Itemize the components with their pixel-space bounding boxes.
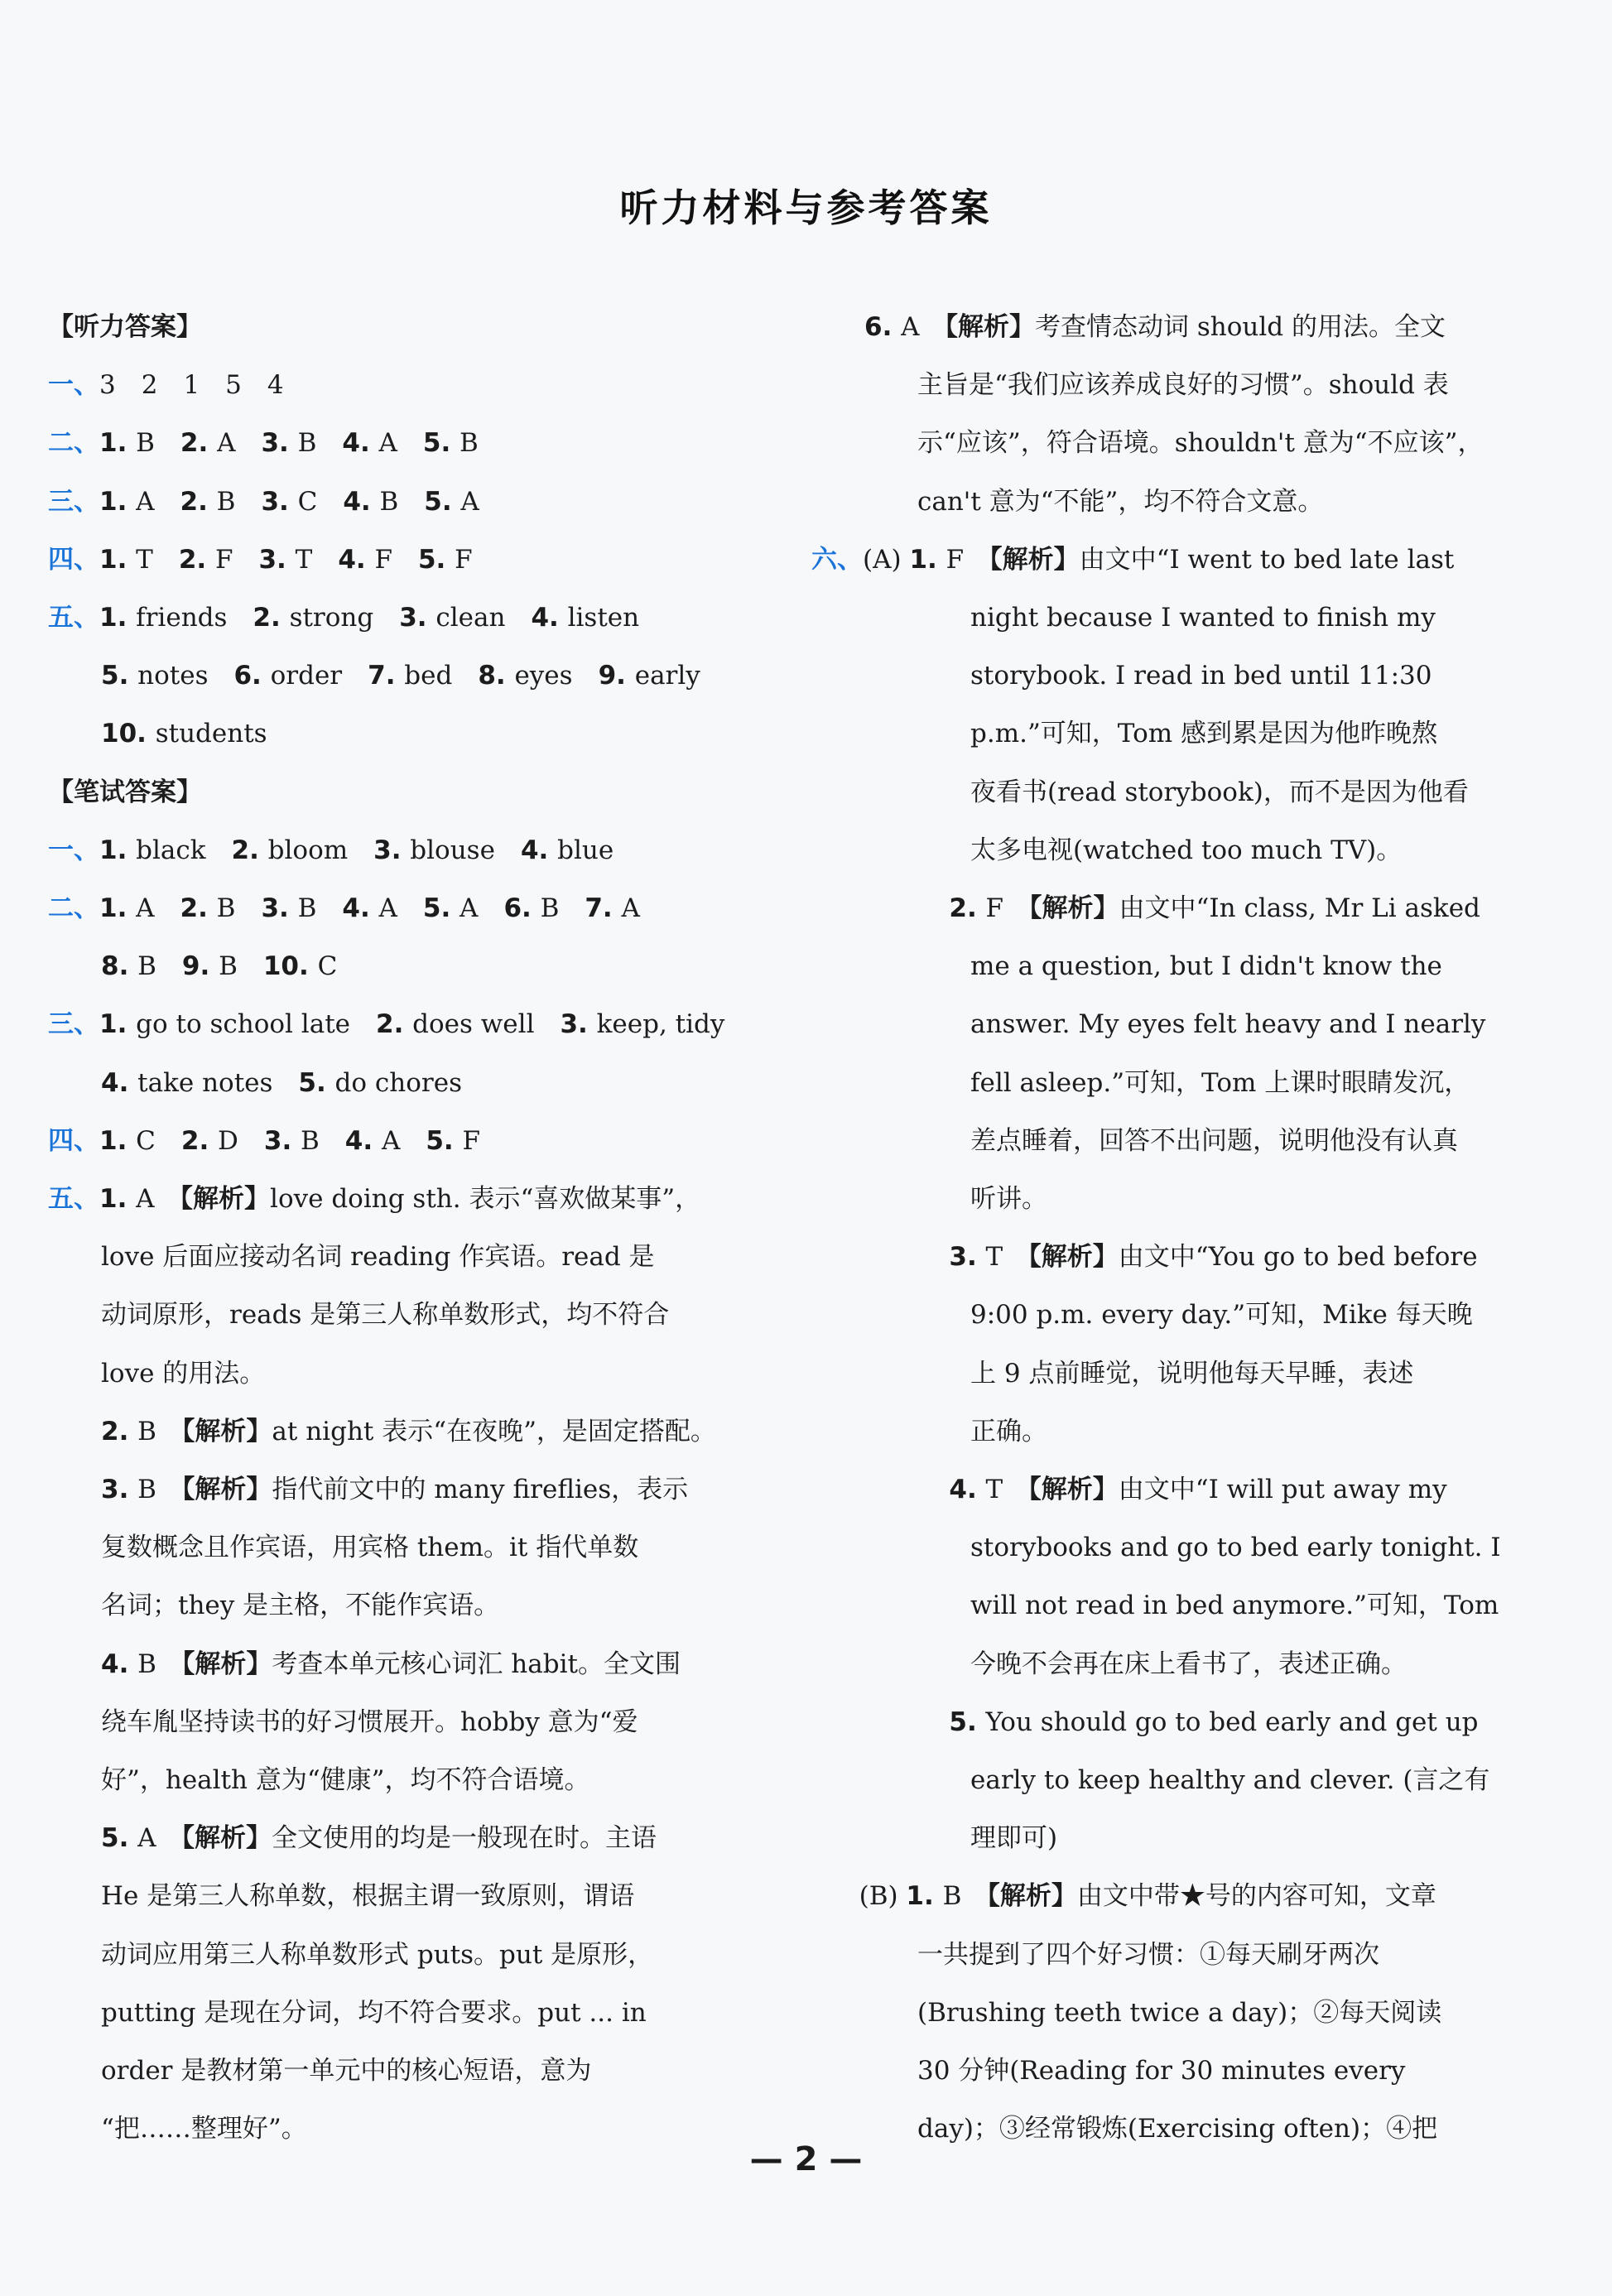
answer-text: F	[462, 1125, 480, 1156]
answer-text: B	[942, 1881, 988, 1912]
answer-text: 2.	[180, 893, 217, 923]
answer-line	[917, 473, 1323, 531]
answer-text: 2.	[231, 835, 268, 865]
answer-text: 9.	[181, 951, 219, 982]
answer-line	[970, 1403, 1047, 1461]
answer-text: B	[137, 1416, 182, 1446]
answer-line	[949, 1693, 1478, 1751]
answer-text: 4.	[101, 1067, 138, 1098]
answer-text: love 后面应接动名词 reading 作宾语。read 是	[101, 1242, 655, 1273]
answer-text: early	[634, 661, 700, 691]
answer-text: You should go to bed early and get up	[985, 1706, 1479, 1737]
answer-text: bloom	[267, 835, 374, 865]
answer-line	[949, 1461, 1446, 1519]
answer-line	[48, 356, 284, 414]
answer-text: 1.	[99, 835, 137, 865]
answer-text: 4.	[342, 428, 379, 459]
answer-text: (A)	[863, 544, 910, 575]
answer-text: 名词；they 是主格，不能作宾语。	[101, 1591, 500, 1621]
answer-line	[48, 879, 640, 937]
answer-text: keep, tidy	[596, 1009, 725, 1040]
answer-text: 4.	[101, 1649, 138, 1679]
answer-text: 1.	[906, 1881, 943, 1912]
answer-text: 3.	[258, 544, 296, 575]
answer-text: B	[460, 428, 479, 459]
answer-text: 由文中“I will put away my	[1118, 1475, 1447, 1504]
answer-text: strong	[289, 603, 400, 633]
section-number: 五、	[48, 1184, 99, 1214]
answer-text: will not read in bed anymore.”可知，Tom	[970, 1591, 1499, 1621]
answer-text: 好”，health 意为“健康”，均不符合语境。	[101, 1765, 590, 1795]
answer-line	[48, 1170, 700, 1228]
answer-line	[864, 298, 1446, 356]
answer-text: 主旨是“我们应该养成良好的习惯”。should 表	[917, 370, 1449, 401]
answer-line	[970, 1576, 1499, 1634]
answer-text: 一共提到了四个好习惯：①每天刷牙两次	[917, 1939, 1379, 1970]
answer-text: friends	[136, 603, 253, 633]
answer-text: 【解析】	[181, 1416, 272, 1446]
answer-line	[101, 1403, 716, 1461]
answer-text: answer. My eyes felt heavy and I nearly	[970, 1009, 1486, 1040]
answer-text: 复数概念且作宾语，用宾格 them。it 指代单数	[101, 1533, 639, 1563]
section-number: 三、	[48, 486, 99, 517]
answer-text: listen	[567, 603, 640, 633]
answer-text: night because I wanted to finish my	[970, 603, 1436, 633]
answer-text: 9.	[598, 661, 635, 691]
answer-line	[917, 1984, 1441, 2042]
answer-text: 【解析】	[181, 1649, 272, 1679]
answer-text: 4.	[520, 835, 558, 865]
answer-text: 由文中“You go to bed before	[1118, 1242, 1478, 1273]
answer-text: 2.	[949, 893, 986, 923]
answer-line	[917, 2042, 1405, 2100]
answer-text: 6.	[233, 661, 271, 691]
answer-text: 5.	[298, 1067, 335, 1098]
answer-text: clean	[435, 603, 532, 633]
answer-text: day)；③经常锻炼(Exercising often)；④把	[917, 2114, 1438, 2144]
answer-text: A	[621, 893, 640, 923]
answer-line	[970, 1170, 1047, 1228]
answer-line	[811, 531, 1454, 589]
answer-text: 由文中“I went to bed late last	[1079, 544, 1455, 575]
answer-line	[970, 1345, 1413, 1403]
answer-line	[101, 1519, 638, 1576]
answer-text: B	[137, 1649, 182, 1679]
answer-line	[917, 356, 1449, 414]
section-heading: 【笔试答案】	[48, 777, 202, 807]
answer-text: 上 9 点前睡觉，说明他每天早睡，表述	[970, 1358, 1414, 1389]
answer-line	[101, 937, 337, 995]
answer-line	[48, 414, 479, 472]
answer-line	[970, 763, 1469, 821]
answer-text: can't 意为“不能”，均不符合文意。	[917, 486, 1324, 517]
answer-text: A	[217, 428, 262, 459]
answer-line	[48, 473, 479, 531]
section-number: 四、	[48, 1125, 99, 1156]
answer-text: 4.	[949, 1475, 986, 1504]
answer-text: 8.	[478, 661, 515, 691]
answer-text: 考查本单元核心词汇 habit。全文围	[272, 1649, 681, 1679]
answer-text: 【解析】	[1028, 1242, 1119, 1273]
answer-text: does well	[412, 1009, 561, 1040]
answer-line	[101, 2042, 591, 2100]
answer-text: 6.	[864, 312, 902, 342]
answer-text: 【解析】	[181, 1823, 272, 1854]
answer-line	[48, 589, 639, 647]
answer-text: B	[219, 951, 263, 982]
answer-text: F	[374, 544, 418, 575]
answer-line	[949, 879, 1480, 937]
answer-line	[101, 705, 267, 763]
answer-text: 由文中带★号的内容可知，文章	[1076, 1881, 1436, 1912]
answer-text: 今晚不会再在床上看书了，表述正确。	[970, 1649, 1407, 1679]
answer-text: F	[455, 544, 473, 575]
answer-text: 3.	[949, 1242, 986, 1273]
answer-text: A	[460, 893, 504, 923]
answer-text: storybook. I read in bed until 11:30	[970, 661, 1432, 691]
answer-text: 9:00 p.m. every day.”可知，Mike 每天晚	[970, 1300, 1473, 1331]
answer-text: 【解析】	[989, 544, 1080, 575]
answer-text: go to school late	[136, 1009, 377, 1040]
answer-text: 1.	[99, 893, 137, 923]
answer-text: storybooks and go to bed early tonight. I	[970, 1533, 1501, 1563]
answer-text: A	[136, 486, 180, 517]
answer-text: 4.	[338, 544, 375, 575]
answer-text: black	[136, 835, 232, 865]
page-number: — 2 —	[749, 2140, 863, 2178]
answer-text: 考查情态动词 should 的用法。全文	[1035, 312, 1446, 342]
answer-text: 6.	[503, 893, 541, 923]
answer-text: 7.	[368, 661, 405, 691]
answer-line	[970, 821, 1402, 879]
answer-text: 2.	[101, 1416, 138, 1446]
answer-text: 1.	[99, 544, 137, 575]
answer-text: 10.	[262, 951, 318, 982]
answer-text: 太多电视(watched too much TV)。	[970, 835, 1403, 865]
answer-line	[970, 589, 1436, 647]
answer-text: 1.	[99, 428, 137, 459]
answer-line	[48, 298, 202, 356]
answer-text: 1.	[99, 1009, 137, 1040]
answer-line	[101, 1693, 638, 1751]
answer-text: 【解析】	[987, 1881, 1077, 1912]
answer-line	[101, 1926, 653, 1984]
answer-text: B	[216, 893, 262, 923]
answer-text: 4.	[342, 893, 379, 923]
answer-text: B	[137, 951, 182, 982]
answer-text: A	[460, 486, 479, 517]
answer-line	[970, 1054, 1470, 1112]
answer-text: 10.	[101, 719, 156, 749]
answer-text: A	[136, 1184, 180, 1214]
answer-line	[970, 1286, 1473, 1344]
answer-text: 全文使用的均是一般现在时。主语	[272, 1823, 657, 1854]
section-number: 五、	[48, 603, 99, 633]
answer-text: 差点睡着，回答不出问题，说明他没有认真	[970, 1125, 1458, 1156]
answer-text: 5.	[101, 1823, 138, 1854]
answer-text: B	[379, 486, 425, 517]
answer-text: 4.	[531, 603, 568, 633]
answer-text: D	[218, 1125, 264, 1156]
answer-text: 3.	[101, 1475, 138, 1504]
answer-text: T	[295, 544, 339, 575]
answer-text: 5.	[422, 893, 460, 923]
answer-line	[101, 1286, 669, 1344]
answer-text: 5.	[426, 1125, 463, 1156]
answer-text: 2.	[180, 428, 218, 459]
answer-line	[970, 1635, 1407, 1693]
answer-text: He 是第三人称单数，根据主谓一致原则，谓语	[101, 1881, 635, 1912]
answer-line	[917, 414, 1483, 472]
section-number: 二、	[48, 893, 99, 923]
answer-text: notes	[137, 661, 234, 691]
answer-text: 2.	[376, 1009, 413, 1040]
answer-line	[101, 1984, 647, 2042]
answer-text: C	[297, 486, 344, 517]
section-heading: 【听力答案】	[48, 312, 202, 342]
section-number: 六、	[811, 544, 863, 575]
answer-text: at night 表示“在夜晚”，是固定搭配。	[272, 1416, 716, 1446]
section-number: 一、	[48, 835, 99, 865]
answer-text: A	[381, 1125, 426, 1156]
answer-text: B	[136, 428, 180, 459]
answer-text: eyes	[514, 661, 599, 691]
answer-text: putting 是现在分词，均不符合要求。put ... in	[101, 1997, 647, 2028]
answer-text: 夜看书(read storybook)，而不是因为他看	[970, 777, 1469, 807]
answer-text: F	[985, 893, 1030, 923]
answer-text: 听讲。	[970, 1184, 1047, 1214]
answer-text: C	[136, 1125, 181, 1156]
answer-text: me a question, but I didn't know the	[970, 951, 1442, 982]
answer-text: F	[214, 544, 259, 575]
answer-text: fell asleep.”可知，Tom 上课时眼睛发沉，	[970, 1067, 1470, 1098]
answer-line	[970, 1809, 1057, 1867]
section-number: 一、	[48, 370, 99, 401]
answer-text: order 是教材第一单元中的核心短语，意为	[101, 2056, 592, 2086]
answer-line	[970, 647, 1432, 705]
answer-text: 1.	[909, 544, 946, 575]
answer-text: 1.	[99, 1184, 137, 1214]
answer-text: bed	[404, 661, 479, 691]
page-title: 听力材料与参考答案	[619, 185, 993, 230]
answer-text: 5.	[422, 428, 460, 459]
answer-text: 正确。	[970, 1416, 1047, 1446]
answer-text: 2.	[180, 486, 217, 517]
answer-line	[917, 1926, 1379, 1984]
answer-text: 5.	[424, 486, 461, 517]
answer-line	[101, 1751, 590, 1809]
answer-line	[48, 531, 473, 589]
answer-text: 动词原形，reads 是第三人称单数形式，均不符合	[101, 1300, 670, 1331]
answer-text: B	[137, 1475, 182, 1504]
answer-text: 【解析】	[945, 312, 1036, 342]
answer-text: (B)	[859, 1881, 907, 1912]
answer-text: A	[901, 312, 946, 342]
answer-text: 7.	[585, 893, 622, 923]
answer-text: T	[136, 544, 179, 575]
answer-text: take notes	[137, 1067, 299, 1098]
answer-line	[101, 1345, 265, 1403]
answer-text: do chores	[334, 1067, 462, 1098]
answer-text: students	[155, 719, 267, 749]
answer-text: 5.	[949, 1706, 986, 1737]
answer-text: B	[301, 1125, 345, 1156]
answer-line	[101, 1576, 499, 1634]
answer-line	[970, 1751, 1489, 1809]
section-number: 二、	[48, 428, 99, 459]
answer-text: 3.	[263, 1125, 301, 1156]
answer-text: 4.	[344, 1125, 382, 1156]
answer-text: 1.	[99, 486, 137, 517]
answer-text: A	[136, 893, 180, 923]
answer-line	[101, 1228, 655, 1286]
answer-line	[970, 937, 1442, 995]
answer-line	[970, 705, 1437, 763]
answer-text: 3.	[261, 486, 298, 517]
answer-text: 2.	[180, 1125, 219, 1156]
answer-text: 2.	[178, 544, 215, 575]
section-number: 三、	[48, 1009, 99, 1040]
answer-line	[48, 821, 614, 879]
answer-line	[101, 1809, 657, 1867]
answer-text: T	[985, 1475, 1029, 1504]
answer-line	[48, 763, 202, 821]
answer-text: F	[946, 544, 990, 575]
section-number: 四、	[48, 544, 99, 575]
answer-text: A	[378, 428, 423, 459]
answer-text: “把……整理好”。	[101, 2114, 307, 2144]
answer-text: early to keep healthy and clever. (言之有	[970, 1765, 1490, 1795]
answer-text: B	[297, 893, 343, 923]
answer-text: love doing sth. 表示“喜欢做某事”，	[270, 1184, 701, 1214]
answer-text: 3.	[261, 893, 298, 923]
answer-text: 【解析】	[180, 1184, 271, 1214]
answer-line	[970, 1112, 1458, 1170]
answer-text: love 的用法。	[101, 1358, 266, 1389]
answer-text: 8.	[101, 951, 138, 982]
answer-text: 3 2 1 5 4	[99, 370, 284, 401]
answer-text: 【解析】	[1028, 1475, 1119, 1504]
answer-text: 指代前文中的 many fireflies，表示	[272, 1475, 689, 1504]
answer-line	[48, 1112, 480, 1170]
answer-line	[101, 1461, 688, 1519]
answer-line	[101, 1635, 681, 1693]
answer-text: order	[270, 661, 368, 691]
answer-text: 由文中“In class, Mr Li asked	[1119, 893, 1480, 923]
answer-text: 动词应用第三人称单数形式 puts。put 是原形，	[101, 1939, 654, 1970]
answer-text: blue	[557, 835, 614, 865]
answer-line	[48, 995, 724, 1053]
answer-text: 绕车胤坚持读书的好习惯展开。hobby 意为“爱	[101, 1706, 638, 1737]
answer-text: T	[985, 1242, 1029, 1273]
answer-text: blouse	[410, 835, 521, 865]
answer-line	[949, 1228, 1477, 1286]
answer-text: 1.	[99, 603, 137, 633]
answer-text: A	[137, 1823, 182, 1854]
answer-line	[970, 995, 1485, 1053]
answer-text: B	[216, 486, 262, 517]
answer-text: 【解析】	[181, 1475, 272, 1504]
answer-text: p.m.”可知，Tom 感到累是因为他昨晚熬	[970, 719, 1437, 749]
answer-text: 2.	[253, 603, 290, 633]
answer-text: A	[378, 893, 423, 923]
answer-text: 示“应该”，符合语境。shouldn't 意为“不应该”，	[917, 428, 1484, 459]
answer-text: 5.	[417, 544, 455, 575]
answer-line	[101, 647, 700, 705]
answer-line	[859, 1867, 1436, 1925]
answer-text: B	[297, 428, 343, 459]
answer-text: 3.	[560, 1009, 597, 1040]
answer-text: 1.	[99, 1125, 137, 1156]
answer-line	[101, 1054, 462, 1112]
answer-text: 3.	[261, 428, 298, 459]
answer-text: 4.	[343, 486, 380, 517]
answer-text: 3.	[373, 835, 411, 865]
answer-line	[101, 1867, 634, 1925]
answer-text: 3.	[399, 603, 436, 633]
answer-text: C	[317, 951, 338, 982]
answer-text: 30 分钟(Reading for 30 minutes every	[917, 2056, 1406, 2086]
answer-text: 理即可)	[970, 1823, 1058, 1854]
answer-line	[970, 1519, 1501, 1576]
answer-text: 5.	[101, 661, 138, 691]
answer-text: B	[540, 893, 585, 923]
answer-text: (Brushing teeth twice a day)；②每天阅读	[917, 1997, 1442, 2028]
answer-text: 【解析】	[1029, 893, 1119, 923]
